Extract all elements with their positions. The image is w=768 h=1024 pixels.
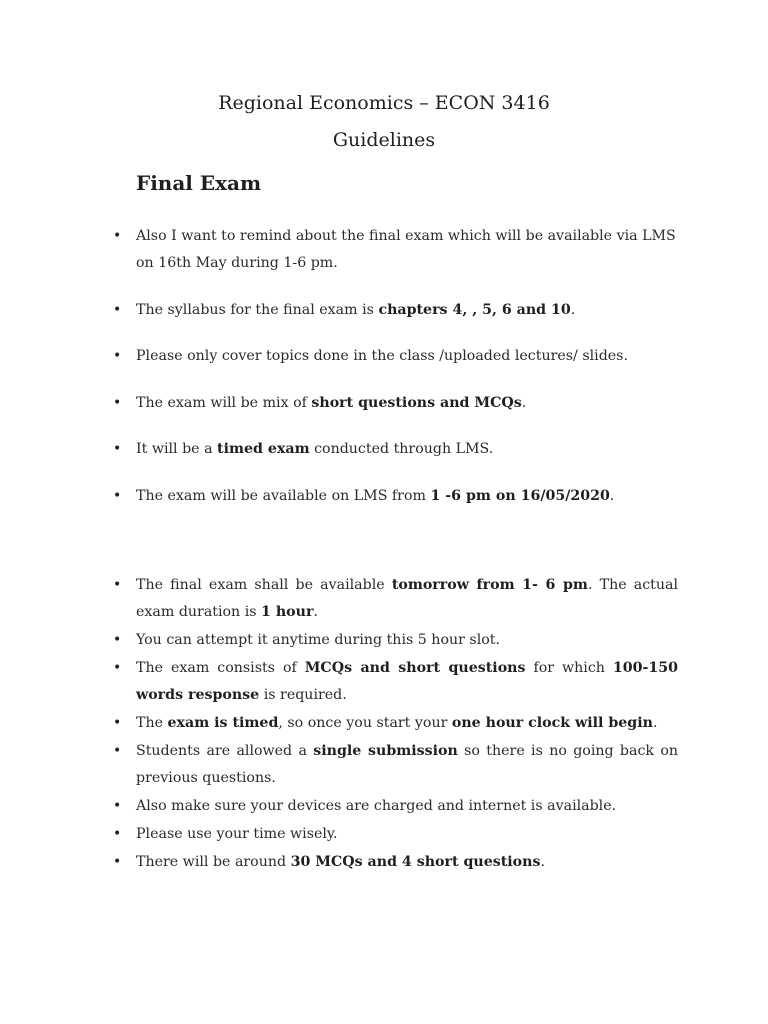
- list-item: [0, 655, 768, 709]
- text-segment: is required.: [259, 687, 347, 703]
- text-segment: , so once you start your: [278, 715, 452, 731]
- text-segment: .: [652, 715, 658, 731]
- bullet-icon: •: [113, 487, 122, 504]
- bullet-icon: •: [113, 228, 122, 244]
- bold-text: one hour clock will begin: [451, 715, 653, 731]
- list-item: [0, 627, 768, 654]
- document-subtitle: Guidelines: [332, 129, 436, 151]
- list-item: [0, 849, 768, 876]
- list-item: [0, 821, 768, 848]
- bullet-icon: •: [113, 798, 122, 814]
- list-item: [0, 223, 768, 277]
- list-item: [0, 390, 768, 417]
- text-segment: The final exam shall be available: [136, 577, 392, 593]
- text-segment: You can attempt it anytime during this 5 hour slot.: [136, 632, 500, 648]
- exam-notes-list: [0, 223, 768, 529]
- bold-text: timed exam: [217, 441, 310, 457]
- bullet-icon: •: [113, 301, 122, 318]
- text-segment: The: [136, 715, 168, 731]
- bullet-icon: •: [113, 854, 122, 870]
- list-item: [0, 343, 768, 370]
- bullet-icon: •: [113, 632, 122, 648]
- bullet-icon: •: [113, 394, 122, 411]
- exam-rules-list: [0, 572, 768, 877]
- bold-text: 30 MCQs and 4 short questions: [290, 854, 541, 870]
- text-segment: Please only cover topics done in the class /uploaded lectures/ slides.: [136, 348, 628, 364]
- text-segment: Also make sure your devices are charged and internet is available.: [136, 798, 617, 814]
- text-segment: conducted through LMS.: [309, 441, 494, 457]
- text-segment: .: [313, 604, 318, 620]
- text-segment: .: [609, 487, 615, 504]
- text-segment: .: [540, 854, 545, 870]
- text-segment: It will be a: [136, 441, 218, 457]
- bold-text: 1 -6 pm on 16/05/2020: [430, 487, 610, 504]
- bullet-icon: •: [113, 660, 122, 676]
- text-segment: . The actual exam duration is: [136, 577, 679, 620]
- list-item: [0, 572, 768, 626]
- text-segment: Please use your time wisely.: [136, 826, 338, 842]
- text-segment: The exam consists of: [136, 660, 305, 676]
- bullet-icon: •: [113, 743, 122, 759]
- list-item: [0, 297, 768, 324]
- list-item: [0, 738, 768, 792]
- list-item: [0, 483, 768, 510]
- text-segment: Also I want to remind about the final exam which will be available via LMS on 16th May during 1-6 pm.: [136, 228, 676, 271]
- list-item: [0, 793, 768, 820]
- bullet-icon: •: [113, 441, 122, 457]
- bold-text: MCQs and short questions: [304, 660, 526, 676]
- bold-text: exam is timed: [167, 715, 279, 731]
- bold-text: chapters 4, , 5, 6 and 10: [378, 301, 571, 318]
- section-heading: Final Exam: [136, 171, 262, 195]
- text-segment: .: [521, 394, 527, 411]
- text-segment: for which: [525, 660, 613, 676]
- course-title: Regional Economics – ECON 3416: [218, 92, 550, 114]
- text-segment: The exam will be mix of: [136, 394, 312, 411]
- bullet-icon: •: [113, 826, 122, 842]
- bullet-icon: •: [113, 348, 122, 364]
- bold-text: 100-150 words response: [136, 660, 679, 703]
- text-segment: The exam will be available on LMS from: [136, 487, 431, 504]
- bold-text: 1 hour: [261, 604, 314, 620]
- text-segment: The syllabus for the final exam is: [136, 301, 379, 318]
- text-segment: so there is no going back on previous questions.: [136, 743, 678, 786]
- list-item: [0, 436, 768, 463]
- text-segment: Students are allowed a: [136, 743, 314, 759]
- bold-text: short questions and MCQs: [311, 394, 522, 411]
- bullet-icon: •: [113, 577, 122, 593]
- bold-text: single submission: [313, 743, 458, 759]
- text-segment: There will be around: [136, 854, 291, 870]
- bold-text: tomorrow from 1- 6 pm: [391, 577, 588, 593]
- bullet-icon: •: [113, 715, 122, 731]
- list-item: [0, 710, 768, 737]
- text-segment: .: [570, 301, 576, 318]
